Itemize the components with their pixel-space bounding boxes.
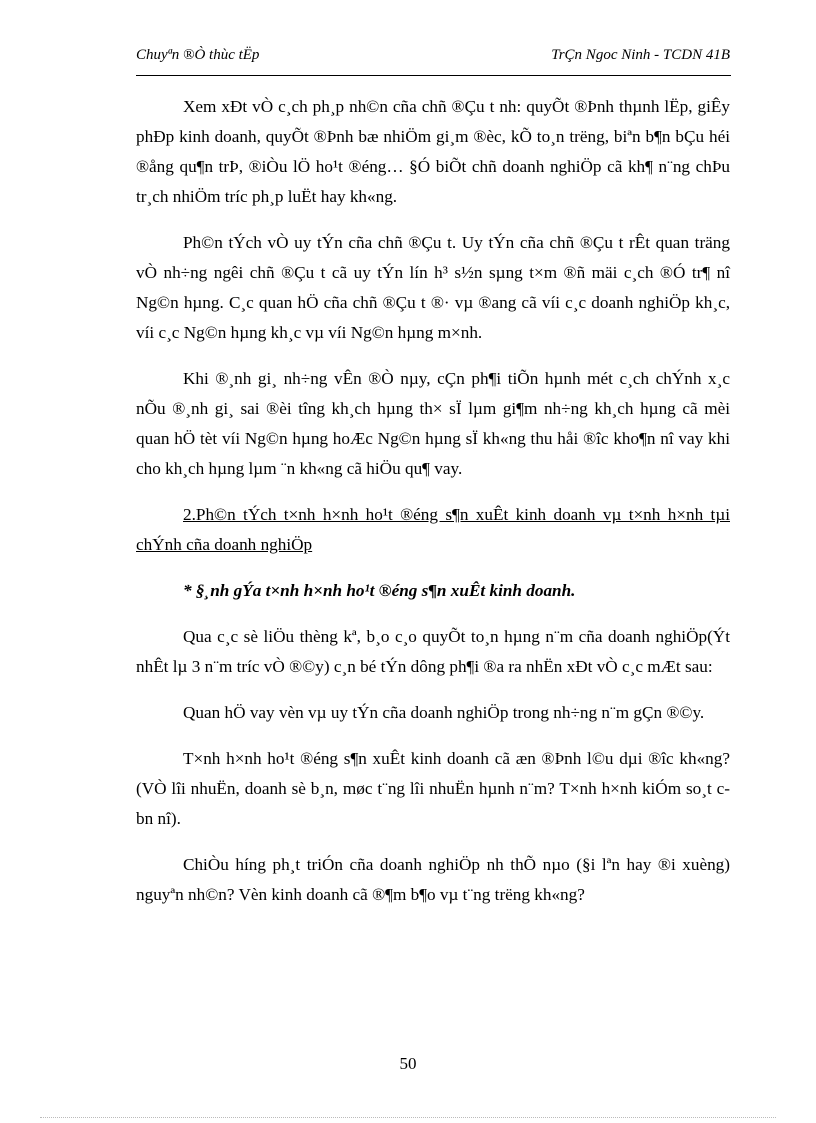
page-number: 50 (399, 1054, 417, 1073)
body-paragraph: Quan hÖ vay vèn vµ uy tÝn cña doanh nghiÖp trong nh÷ng n¨m gÇn ®©y. (183, 703, 705, 722)
body-paragraph: Khi ®¸nh gi¸ nh÷ng vÊn ®Ò nµy, cÇn ph¶i tiÕn hµnh mét c¸ch chÝnh x¸c nÕu ®¸nh gi¸ sai ®èi tîng kh¸ch hµng th× sÏ lµm gi¶m nh÷ng kh¸ch hµng cã mèi quan hÖ tèt víi Ng©n hµng hoÆc Ng©n hµng sÏ kh«ng thu håi ®îc kho¶n nî vay khi cho kh¸ch hµng lµm ¨n kh«ng cã hiÖu qu¶ vay. (136, 369, 730, 478)
body-paragraph: T×nh h×nh ho¹t ®éng s¶n xuÊt kinh doanh cã æn ®Þnh l©u dµi ®îc kh«ng? (VÒ lîi nhuËn, doanh sè b¸n, møc t¨ng lîi nhuËn hµnh n¨m? T×nh h×nh kiÓm so¸t cbn nî). (136, 749, 730, 828)
body-paragraph: Xem xÐt vÒ c¸ch ph¸p nh©n cña chñ ®Çu t nh: quyÕt ®Þnh thµnh lËp, giÊy phÐp kinh doanh, quyÕt ®Þnh bæ nhiÖm gi¸m ®èc, kÕ to¸n trëng, biªn b¶n bÇu héi ®ång qu¶n trÞ, ®iÒu lÖ ho¹t ®éng… §Ó biÕt chñ doanh nghiÖp cã kh¶ n¨ng chÞu tr¸ch nhiÖm tríc ph¸p luËt hay kh«ng. (136, 97, 730, 206)
body-paragraph: Ph©n tÝch vÒ uy tÝn cña chñ ®Çu t. Uy tÝn cña chñ ®Çu t rÊt quan träng vÒ nh÷ng ngêi chñ ®Çu t cã uy tÝn lín h³ s½n sµng t×m ®ñ mäi c¸ch ®Ó tr¶ nî Ng©n hµng. C¸c quan hÖ cña chñ ®Çu t ®· vµ ®ang cã víi c¸c doanh nghiÖp kh¸c, víi c¸c Ng©n hµng kh¸c vµ víi Ng©n hµng m×nh. (136, 233, 730, 342)
page-body (136, 92, 730, 926)
page-header (136, 47, 730, 67)
header-title: Chuyªn ®Ò thùc tËp (136, 47, 260, 63)
header-author: TrÇn Ngoc Ninh - TCDN 41B (551, 47, 730, 63)
section-heading: 2.Ph©n tÝch t×nh h×nh ho¹t ®éng s¶n xuÊt kinh doanh vµ t×nh h×nh tµi chÝnh cña doanh nghiÖp (136, 505, 730, 554)
header-divider (136, 75, 731, 76)
body-paragraph: ChiÒu híng ph¸t triÓn cña doanh nghiÖp nh thÕ nµo (§i lªn hay ®i xuèng) nguyªn nh©n? Vèn kinh doanh cã ®¶m b¶o vµ t¨ng trëng kh«ng? (136, 855, 730, 904)
page-bottom-border (40, 1117, 776, 1118)
subsection-heading: * §¸nh gÝa t×nh h×nh ho¹t ®éng s¶n xuÊt kinh doanh. (183, 581, 576, 600)
body-paragraph: Qua c¸c sè liÖu thèng kª, b¸o c¸o quyÕt to¸n hµng n¨m cña doanh nghiÖp(Ýt nhÊt lµ 3 n¨m tríc vÒ ®©y) c¸n bé tÝn dông ph¶i ®a ra nhËn xÐt vÒ c¸c mÆt sau: (136, 627, 730, 676)
